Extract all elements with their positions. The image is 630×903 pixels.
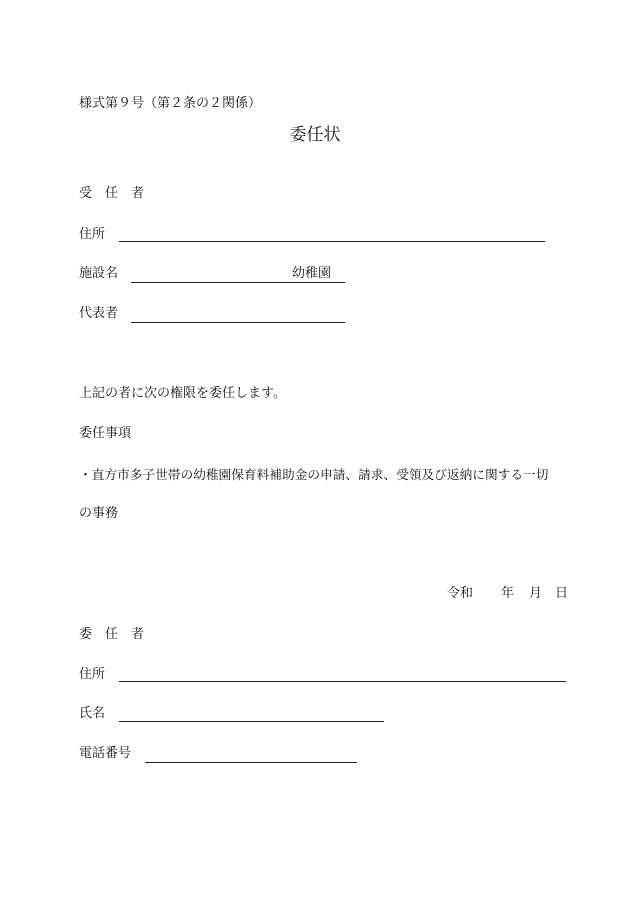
date-month: 月 [529,586,543,601]
facility-name-field[interactable] [131,282,345,283]
delegate-heading: 受 任 者 [79,186,145,201]
date-day: 日 [555,586,569,601]
delegator-heading: 委 任 者 [79,627,145,642]
delegator-name-label: 氏名 [79,706,106,721]
phone-number-field[interactable] [145,762,357,763]
representative-field[interactable] [131,322,345,323]
phone-number-label: 電話番号 [79,746,132,761]
delegation-statement: 上記の者に次の権限を委任します。 [79,386,286,401]
facility-name-label: 施設名 [79,266,119,281]
facility-suffix: 幼稚園 [292,266,332,281]
delegator-address-field[interactable] [119,681,566,682]
delegated-matter-line2: の事務 [79,506,119,521]
date-era: 令和 [447,586,474,601]
delegated-matters-heading: 委任事項 [79,426,132,441]
representative-label: 代表者 [79,306,119,321]
delegate-address-label: 住所 [79,227,106,242]
delegator-address-label: 住所 [79,667,106,682]
page-title: 委任状 [289,125,341,145]
delegator-name-field[interactable] [119,721,384,722]
delegate-address-field[interactable] [119,241,545,242]
delegated-matter-line1: ・直方市多子世帯の幼稚園保育料補助金の申請、請求、受領及び返納に関する一切 [79,467,549,482]
form-number: 様式第９号（第２条の２関係） [79,96,262,111]
date-year: 年 [501,586,515,601]
